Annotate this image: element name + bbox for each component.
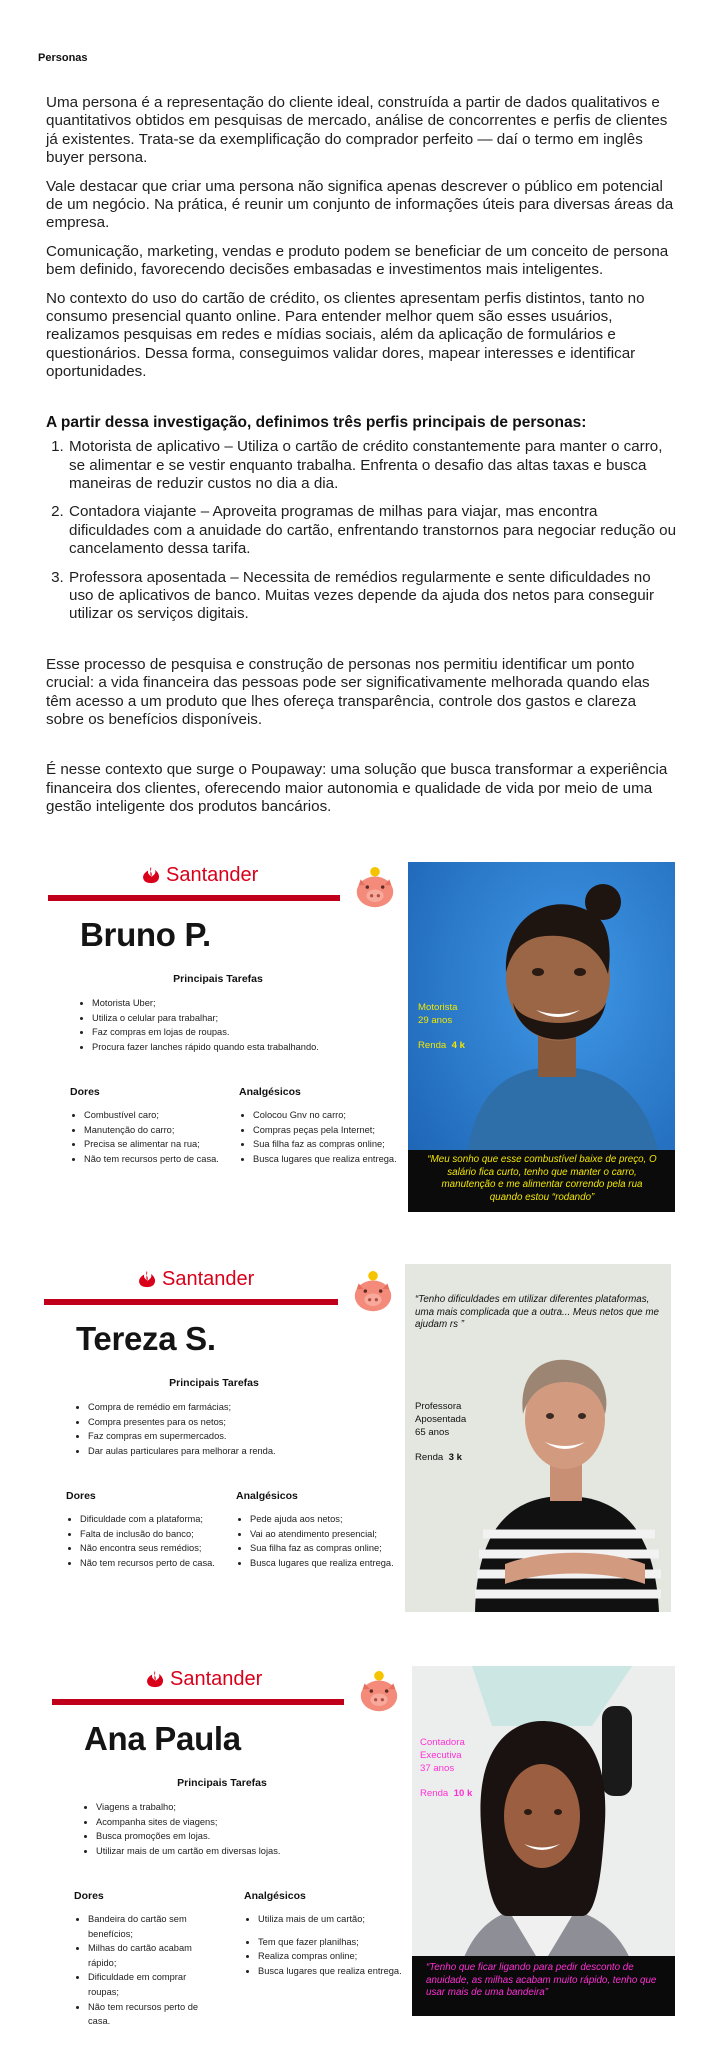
gains-list bbox=[239, 1108, 401, 1166]
intro-paragraph: No contexto do uso do cartão de crédito, os clientes apresentam perfis distintos, tanto no consumo presencial quanto online. Para entender melhor quem são esses usuários, realizamos pesquisas em redes e mídias sociais, além da aplicação de formulários e questionários. Dessa forma, conseguimos validar dores, mapear interesses e identificar oportunidades. bbox=[46, 289, 645, 381]
list-item: • Sua filha faz as compras online; bbox=[250, 1541, 400, 1556]
pains-title: Dores bbox=[70, 1086, 100, 1098]
persona-card-bruno bbox=[0, 860, 714, 1212]
role-line: Aposentada bbox=[415, 1414, 467, 1425]
list-item: • Faz compras em supermercados. bbox=[88, 1429, 338, 1444]
gains-title: Analgésicos bbox=[236, 1490, 298, 1502]
income-value: 10 k bbox=[453, 1788, 473, 1799]
intro-paragraph: Uma persona é a representação do cliente ideal, construída a partir de dados qualitativos e quantitativos obtidos em pesquisas de mercado, análise de concorrentes e perfis de clientes já existentes. Trata-se da exemplificação do comprador perfeito — daí o termo em inglês buyer persona. bbox=[46, 94, 668, 167]
list-item: • Busca lugares que realiza entrega. bbox=[250, 1556, 400, 1571]
brand-name: Santander bbox=[170, 1668, 263, 1690]
persona-photo bbox=[405, 1264, 671, 1612]
income bbox=[418, 1039, 465, 1052]
gains-list bbox=[244, 1912, 404, 1978]
list-item: • Busca lugares que realiza entrega. bbox=[253, 1152, 401, 1167]
persona-card-tereza bbox=[0, 1264, 714, 1614]
role-line: 29 anos bbox=[418, 1015, 453, 1026]
red-divider bbox=[48, 895, 340, 901]
santander-flame-icon bbox=[140, 865, 162, 887]
persona-photo bbox=[412, 1666, 675, 2016]
personas-heading: A partir dessa investigação, definimos três perfis principais de personas: bbox=[46, 413, 587, 431]
persona-name: Ana Paula bbox=[84, 1720, 241, 1757]
gains-list bbox=[236, 1512, 400, 1570]
tasks-title: Principais Tarefas bbox=[169, 1377, 259, 1389]
list-item: • Realiza compras online; bbox=[258, 1949, 404, 1964]
list-item: • Combustível caro; bbox=[84, 1108, 244, 1123]
santander-flame-icon bbox=[136, 1269, 158, 1291]
list-item: • Milhas do cartão acabam rápido; bbox=[88, 1941, 216, 1970]
pains-list bbox=[70, 1108, 244, 1166]
list-item: • Compras peças pela Internet; bbox=[253, 1123, 401, 1138]
list-item: • Não tem recursos perto de casa. bbox=[88, 2000, 216, 2029]
list-item: 3. Professora aposentada – Necessita de remédios regularmente e sente dificuldades no uso de aplicativos de banco. Muitas vezes depende da ajuda dos netos para conseguir utilizar os serviços digitais. bbox=[68, 569, 678, 624]
list-item: • Falta de inclusão do banco; bbox=[80, 1527, 240, 1542]
brand-name: Santander bbox=[166, 864, 259, 886]
pains-title: Dores bbox=[74, 1890, 104, 1902]
santander-logo bbox=[140, 864, 258, 887]
closing-paragraph: Esse processo de pesquisa e construção de personas nos permitiu identificar um ponto crucial: a vida financeira das pessoas pode ser significativamente melhorada quando elas têm acesso a um produto que lhes ofereça transparência, controle dos gastos e clareza sobre os benefícios disponíveis. bbox=[46, 655, 650, 728]
list-item: 1. Motorista de aplicativo – Utiliza o cartão de crédito constantemente para manter o carro, se alimentar e se vestir enquanto trabalha. Enfrenta o desafio das altas taxas e busca maneiras de reduzir custos no dia a dia. bbox=[68, 438, 678, 493]
role-line: 37 anos bbox=[420, 1763, 455, 1774]
role-line: 65 anos bbox=[415, 1427, 450, 1438]
piggy-bank-icon bbox=[352, 866, 398, 912]
persona-details bbox=[418, 1001, 465, 1052]
pains-title: Dores bbox=[66, 1490, 96, 1502]
list-item: • Viagens a trabalho; bbox=[96, 1800, 346, 1815]
section-label: Personas bbox=[38, 52, 88, 64]
list-item: • Precisa se alimentar na rua; bbox=[84, 1137, 244, 1152]
role-line: Executiva bbox=[420, 1750, 462, 1761]
brand-name: Santander bbox=[162, 1268, 255, 1290]
list-item: • Compra de remédio em farmácias; bbox=[88, 1400, 338, 1415]
red-divider bbox=[44, 1299, 338, 1305]
intro-text bbox=[46, 94, 678, 827]
income-value: 3 k bbox=[448, 1452, 462, 1463]
list-item: • Utiliza mais de um cartão; bbox=[258, 1912, 404, 1927]
pains-list bbox=[66, 1512, 240, 1570]
tasks-list bbox=[82, 1800, 346, 1858]
gains-title: Analgésicos bbox=[244, 1890, 306, 1902]
intro-paragraph: Comunicação, marketing, vendas e produto podem se beneficiar de um conceito de persona bem definido, favorecendo decisões embasadas e investimentos mais inteligentes. bbox=[46, 242, 669, 279]
persona-quote: “Tenho que ficar ligando para pedir desconto de anuidade, as milhas acabam muito rápido, tenho que usar mais de uma bandeira” bbox=[426, 1962, 657, 1998]
tasks-title: Principais Tarefas bbox=[177, 1777, 267, 1789]
list-item: • Utiliza o celular para trabalhar; bbox=[92, 1011, 342, 1026]
list-item: • Tem que fazer planilhas; bbox=[258, 1935, 404, 1950]
piggy-bank-icon bbox=[356, 1670, 402, 1716]
persona-quote: “Meu sonho que esse combustível baixe de preço, O salário fica curto, tenho que manter o carro, manutenção e me alimentar correndo pela rua quando estou “rodando” bbox=[427, 1154, 657, 1203]
list-item: • Não tem recursos perto de casa. bbox=[84, 1152, 244, 1167]
income bbox=[415, 1451, 466, 1464]
income-value: 4 k bbox=[451, 1040, 465, 1051]
piggy-bank-icon bbox=[350, 1270, 396, 1316]
income-label: Renda bbox=[418, 1040, 447, 1051]
list-item: • Dificuldade com a plataforma; bbox=[80, 1512, 240, 1527]
persona-photo bbox=[408, 862, 675, 1212]
income-label: Renda bbox=[420, 1788, 449, 1799]
persona-name: Tereza S. bbox=[76, 1320, 216, 1357]
income-label: Renda bbox=[415, 1452, 444, 1463]
tasks-title: Principais Tarefas bbox=[173, 973, 263, 985]
pains-list bbox=[74, 1912, 216, 2029]
list-item: • Faz compras em lojas de roupas. bbox=[92, 1025, 342, 1040]
list-item: • Dar aulas particulares para melhorar a renda. bbox=[88, 1444, 338, 1459]
list-item: • Procura fazer lanches rápido quando esta trabalhando. bbox=[92, 1040, 342, 1055]
santander-logo bbox=[144, 1668, 262, 1691]
list-item: 2. Contadora viajante – Aproveita programas de milhas para viajar, mas encontra dificuldades com a anuidade do cartão, enfrentando transtornos para negociar redução ou cancelamento dessa tarifa. bbox=[68, 503, 678, 558]
list-item: • Manutenção do carro; bbox=[84, 1123, 244, 1138]
list-item: • Pede ajuda aos netos; bbox=[250, 1512, 400, 1527]
role-line: Contadora bbox=[420, 1737, 465, 1748]
persona-name: Bruno P. bbox=[80, 916, 211, 953]
list-item: • Vai ao atendimento presencial; bbox=[250, 1527, 400, 1542]
persona-quote: “Tenho dificuldades em utilizar diferentes plataformas, uma mais complicada que a outra... Meus netos que me ajudam rs ” bbox=[415, 1294, 659, 1330]
list-item: • Sua filha faz as compras online; bbox=[253, 1137, 401, 1152]
persona-details bbox=[420, 1736, 472, 1800]
closing-paragraph: É nesse contexto que surge o Poupaway: uma solução que busca transformar a experiência financeira dos clientes, oferecendo maior autonomia e qualidade de vida por meio de uma gestão inteligente dos produtos bancários. bbox=[46, 761, 668, 816]
role-line: Professora bbox=[415, 1401, 462, 1412]
list-item: • Compra presentes para os netos; bbox=[88, 1415, 338, 1430]
list-item: • Dificuldade em comprar roupas; bbox=[88, 1970, 216, 1999]
list-item: • Não encontra seus remédios; bbox=[80, 1541, 240, 1556]
list-item: • Bandeira do cartão sem benefícios; bbox=[88, 1912, 216, 1941]
santander-flame-icon bbox=[144, 1669, 166, 1691]
income bbox=[420, 1787, 472, 1800]
list-item: • Busca lugares que realiza entrega. bbox=[258, 1964, 404, 1979]
role-line: Motorista bbox=[418, 1002, 458, 1013]
red-divider bbox=[52, 1699, 344, 1705]
list-item: • Utilizar mais de um cartão em diversas lojas. bbox=[96, 1844, 346, 1859]
intro-paragraph: Vale destacar que criar uma persona não significa apenas descrever o público em potencial de um negócio. Na prática, é reunir um conjunto de informações úteis para diversas áreas da empresa. bbox=[46, 177, 674, 232]
personas-list bbox=[46, 438, 678, 624]
tasks-list bbox=[78, 996, 342, 1054]
gains-title: Analgésicos bbox=[239, 1086, 301, 1098]
persona-card-ana bbox=[0, 1664, 714, 2027]
list-item: • Colocou Gnv no carro; bbox=[253, 1108, 401, 1123]
list-item: • Motorista Uber; bbox=[92, 996, 342, 1011]
list-item: • Busca promoções em lojas. bbox=[96, 1829, 346, 1844]
tasks-list bbox=[74, 1400, 338, 1458]
santander-logo bbox=[136, 1268, 254, 1291]
list-item: • Acompanha sites de viagens; bbox=[96, 1815, 346, 1830]
list-item: • Não tem recursos perto de casa. bbox=[80, 1556, 240, 1571]
persona-details bbox=[415, 1400, 466, 1464]
